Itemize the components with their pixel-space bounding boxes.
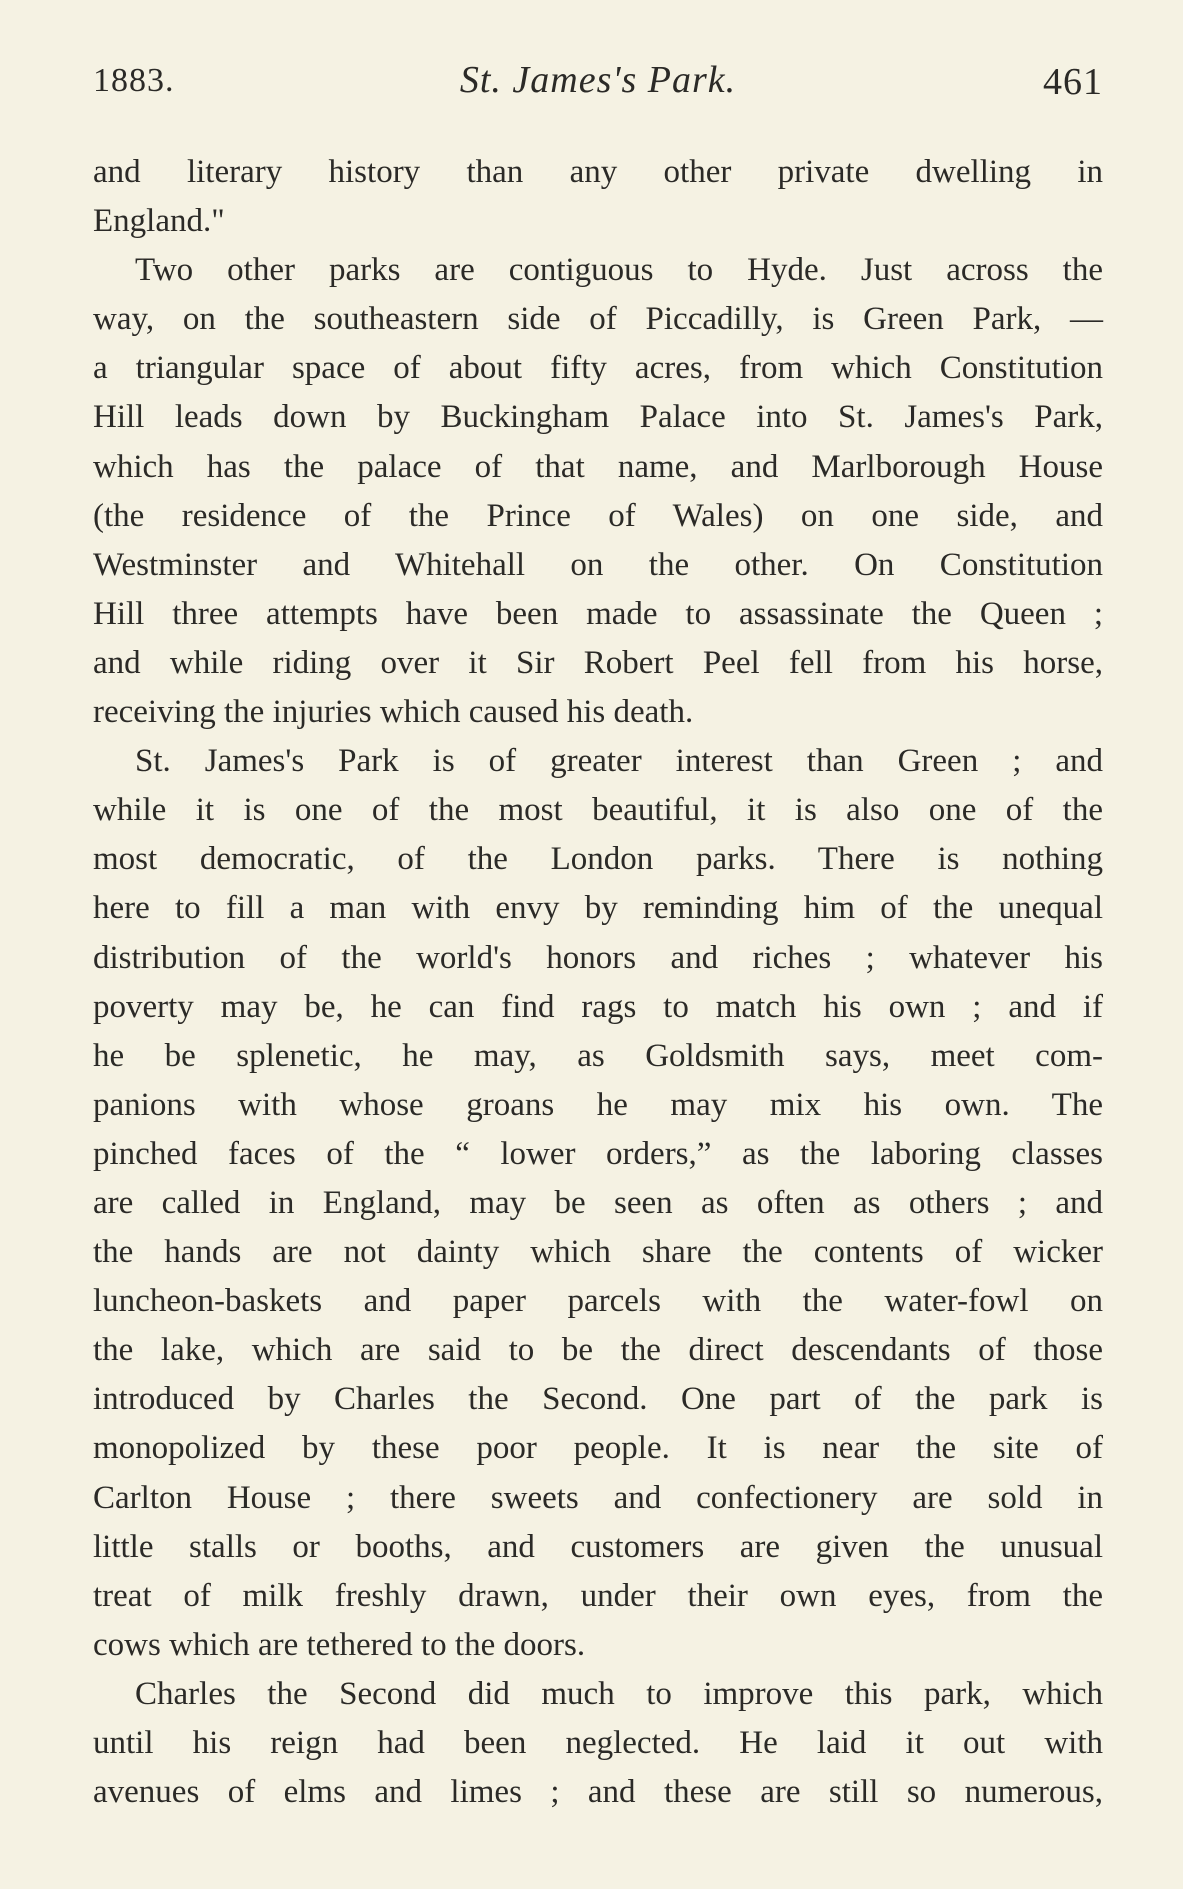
text-line: the hands are not dainty which share the contents of wicker — [93, 1234, 1103, 1271]
text-line: Hill three attempts have been made to assassinate the Queen ; — [93, 595, 1103, 632]
header-year: 1883. — [93, 62, 175, 99]
text-line: most democratic, of the London parks. There is nothing — [93, 841, 1103, 878]
text-line: pinched faces of the “ lower orders,” as the laboring classes — [93, 1135, 1103, 1172]
text-line: poverty may be, he can find rags to match his own ; and if — [93, 988, 1103, 1025]
text-line: until his reign had been neglected. He laid it out with — [93, 1725, 1103, 1761]
page-number: 461 — [1043, 61, 1103, 103]
text-line: monopolized by these poor people. It is near the site of — [93, 1430, 1103, 1467]
text-line: the lake, which are said to be the direct descendants of those — [93, 1332, 1103, 1369]
text-line: and literary history than any other private dwelling in — [93, 154, 1103, 190]
text-line: Charles the Second did much to improve this park, which — [135, 1675, 1103, 1712]
text-line: St. James's Park is of greater interest than Green ; and — [135, 743, 1103, 780]
text-line: receiving the injuries which caused his death. — [93, 694, 694, 731]
text-line: distribution of the world's honors and riches ; whatever his — [93, 939, 1103, 976]
text-line: while it is one of the most beautiful, it is also one of the — [93, 792, 1103, 829]
text-line: Carlton House ; there sweets and confectionery are sold in — [93, 1479, 1103, 1516]
text-line: way, on the southeastern side of Piccadilly, is Green Park, — — [93, 301, 1103, 338]
text-line: little stalls or booths, and customers are given the unusual — [93, 1528, 1103, 1565]
text-line: Hill leads down by Buckingham Palace into St. James's Park, — [93, 399, 1103, 436]
text-line: here to fill a man with envy by reminding him of the unequal — [93, 890, 1103, 927]
text-line: cows which are tethered to the doors. — [93, 1626, 586, 1663]
text-line: and while riding over it Sir Robert Peel fell from his horse, — [93, 644, 1103, 681]
text-line: panions with whose groans he may mix his own. The — [93, 1086, 1103, 1123]
text-line: England." — [93, 203, 225, 240]
text-line: Two other parks are contiguous to Hyde. Just across the — [135, 252, 1103, 289]
text-line: introduced by Charles the Second. One part of the park is — [93, 1381, 1103, 1418]
running-header — [93, 52, 1103, 112]
header-title: St. James's Park. — [459, 59, 737, 101]
text-line: Westminster and Whitehall on the other. On Constitution — [93, 546, 1103, 583]
text-line: he be splenetic, he may, as Goldsmith says, meet com- — [93, 1037, 1103, 1074]
text-line: luncheon-baskets and paper parcels with the water-fowl on — [93, 1283, 1103, 1320]
text-line: treat of milk freshly drawn, under their own eyes, from the — [93, 1577, 1103, 1614]
text-line: which has the palace of that name, and Marlborough House — [93, 448, 1103, 485]
text-line: avenues of elms and limes ; and these are still so numerous, — [93, 1774, 1103, 1811]
text-line: (the residence of the Prince of Wales) on one side, and — [93, 497, 1103, 534]
body-text — [93, 148, 1103, 1817]
text-line: are called in England, may be seen as often as others ; and — [93, 1184, 1103, 1221]
text-line: a triangular space of about fifty acres, from which Constitution — [93, 350, 1103, 387]
